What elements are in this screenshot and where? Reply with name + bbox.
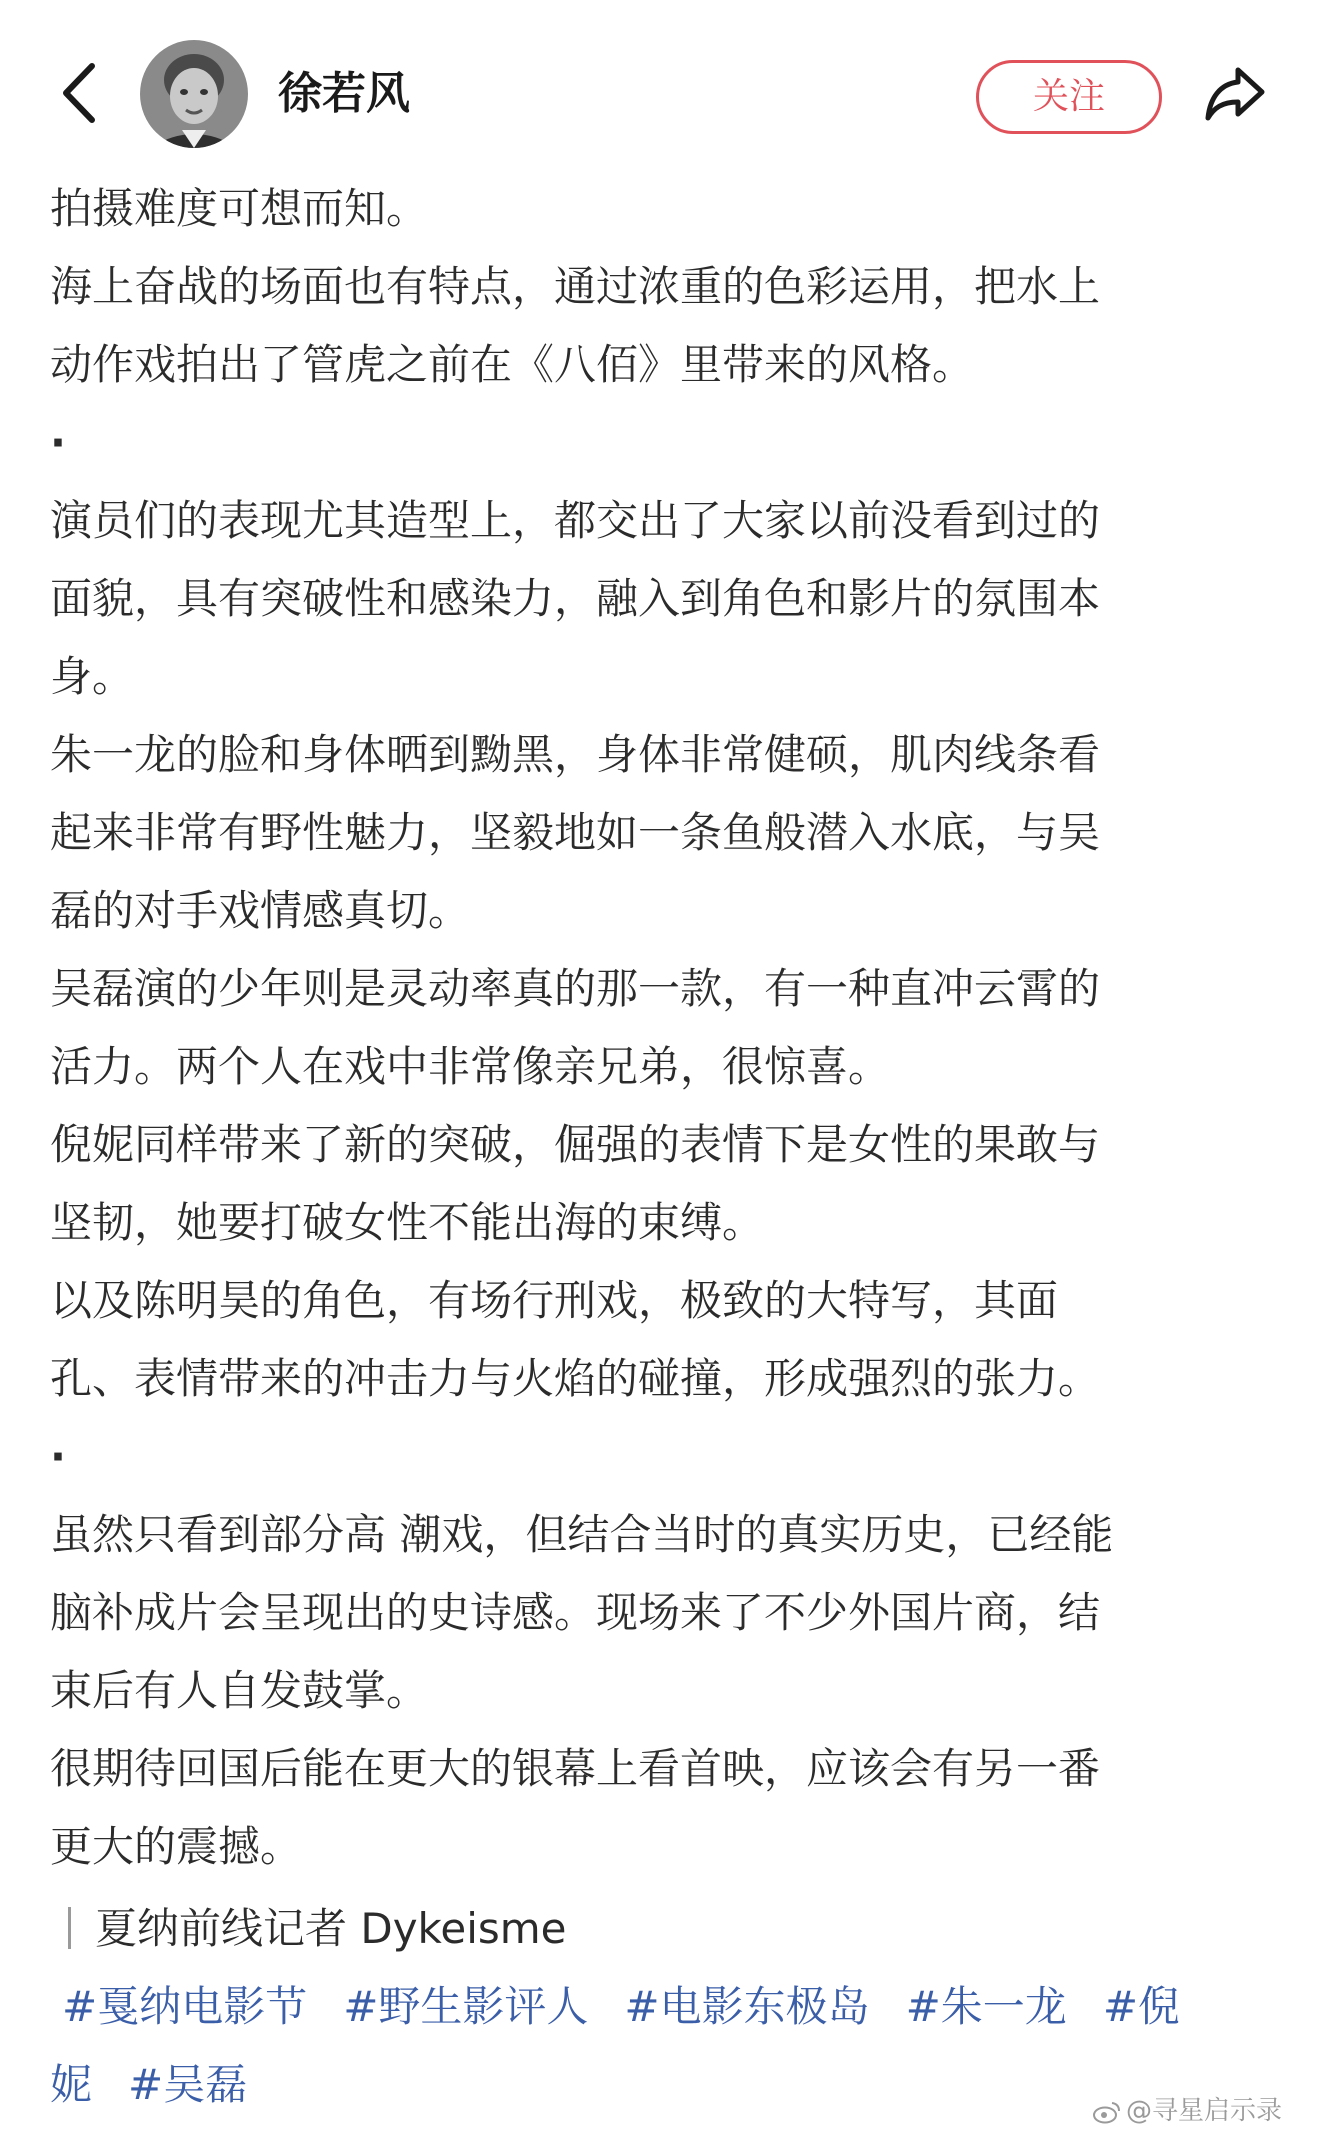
hashtag[interactable]: #朱一龙 — [905, 1982, 1067, 2031]
post-line: 磊的对手戏情感真切。 — [50, 886, 471, 935]
post-line: 朱一龙的脸和身体晒到黝黑，身体非常健硕，肌肉线条看 — [50, 730, 1101, 779]
share-icon — [1200, 58, 1270, 128]
post-line: 虽然只看到部分高 潮戏，但结合当时的真实历史，已经能 — [50, 1510, 1114, 1559]
post-line: 拍摄难度可想而知。 — [50, 184, 429, 233]
username[interactable]: 徐若风 — [278, 68, 410, 119]
post-line: 更大的震撼。 — [50, 1822, 303, 1871]
post-line: 活力。两个人在戏中非常像亲兄弟，很惊喜。 — [50, 1042, 891, 1091]
source-credit — [50, 1890, 567, 1968]
post-line: 束后有人自发鼓掌。 — [50, 1666, 429, 1715]
post-line: 身。 — [50, 652, 135, 701]
post-line: 很期待回国后能在更大的银幕上看首映，应该会有另一番 — [50, 1744, 1101, 1793]
hashtag[interactable]: 妮 — [50, 2060, 93, 2109]
hashtag[interactable]: #野生影评人 — [343, 1982, 589, 2031]
post-body — [50, 170, 1290, 1886]
post-line: 脑补成片会呈现出的史诗感。现场来了不少外国片商，结 — [50, 1588, 1101, 1637]
watermark-text: @寻星启示录 — [1126, 2096, 1283, 2126]
quote-bar — [68, 1907, 71, 1949]
hashtag[interactable]: #电影东极岛 — [624, 1982, 870, 2031]
post-line: 动作戏拍出了管虎之前在《八佰》里带来的风格。 — [50, 340, 975, 389]
chevron-left-icon — [50, 58, 110, 128]
post-line: 孔、表情带来的冲击力与火焰的碰撞，形成强烈的张力。 — [50, 1354, 1101, 1403]
follow-button[interactable]: 关注 — [976, 60, 1162, 134]
avatar[interactable] — [140, 40, 248, 148]
avatar-photo — [140, 40, 248, 148]
hashtag[interactable]: #戛纳电影节 — [62, 1982, 308, 2031]
post-line: 吴磊演的少年则是灵动率真的那一款，有一种直冲云霄的 — [50, 964, 1101, 1013]
post-line: 坚韧，她要打破女性不能出海的束缚。 — [50, 1198, 765, 1247]
post-line: 倪妮同样带来了新的突破，倔强的表情下是女性的果敢与 — [50, 1120, 1101, 1169]
share-button[interactable] — [1200, 58, 1270, 128]
separator-dot: · — [50, 418, 66, 467]
back-button[interactable] — [50, 58, 110, 128]
post-line: 面貌，具有突破性和感染力，融入到角色和影片的氛围本 — [50, 574, 1101, 623]
watermark — [1092, 2090, 1282, 2127]
post-line: 起来非常有野性魅力，坚毅地如一条鱼般潜入水底，与吴 — [50, 808, 1101, 857]
source-text: 夏纳前线记者 Dykeisme — [95, 1904, 567, 1953]
post-line: 以及陈明昊的角色，有场行刑戏，极致的大特写，其面 — [50, 1276, 1059, 1325]
top-bar — [0, 0, 1320, 180]
hashtag[interactable]: #倪 — [1102, 1982, 1181, 2031]
hashtag[interactable]: #吴磊 — [128, 2060, 248, 2109]
weibo-icon — [1092, 2100, 1122, 2124]
post-line: 演员们的表现尤其造型上，都交出了大家以前没看到过的 — [50, 496, 1101, 545]
post-line: 海上奋战的场面也有特点，通过浓重的色彩运用，把水上 — [50, 262, 1101, 311]
separator-dot: · — [50, 1432, 66, 1481]
